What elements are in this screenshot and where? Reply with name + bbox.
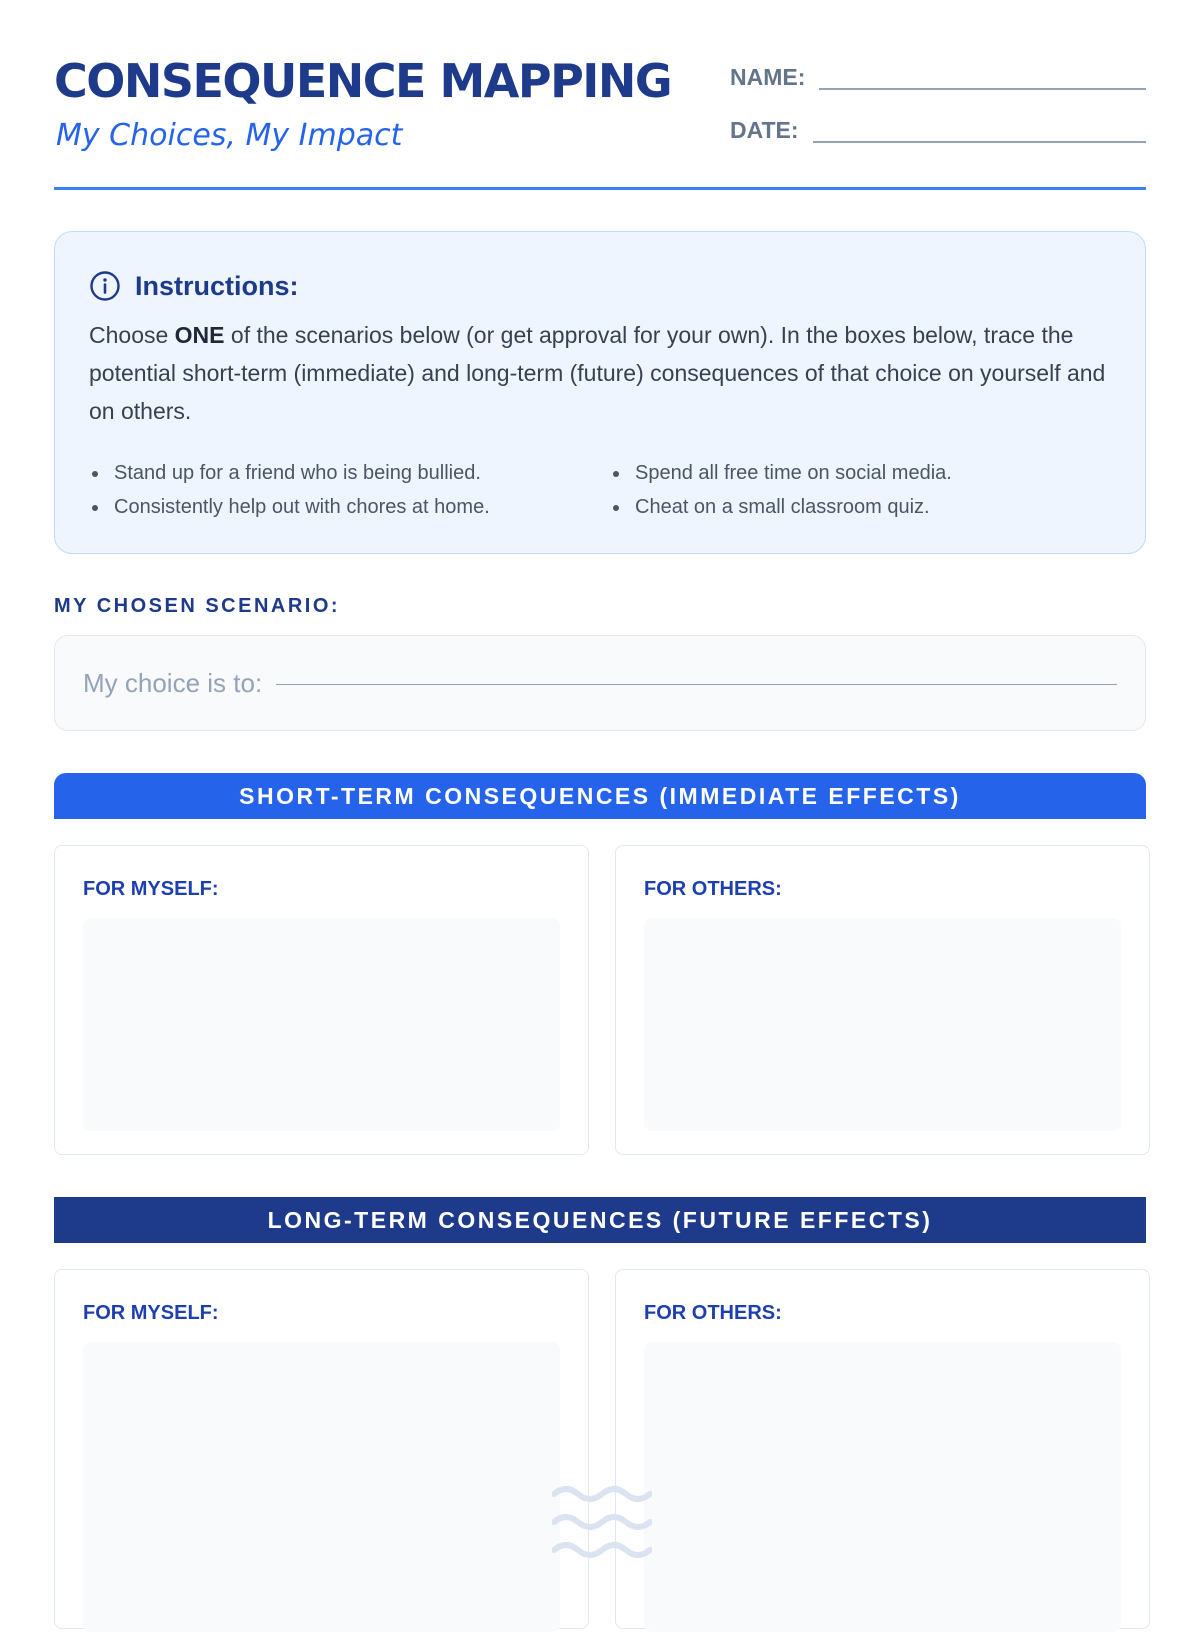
long-term-heading: LONG-TERM CONSEQUENCES (FUTURE EFFECTS) (54, 1197, 1146, 1243)
page-subtitle: My Choices, My Impact (56, 118, 403, 153)
choice-prompt: My choice is to: (83, 667, 263, 698)
long-term-myself-label: FOR MYSELF: (83, 1302, 219, 1324)
date-row (730, 111, 1146, 143)
name-label: NAME: (730, 64, 806, 90)
long-term-others-answer-area[interactable] (644, 1342, 1121, 1632)
short-term-myself-card (54, 845, 589, 1155)
instructions-text-rest: of the scenarios below (or get approval for your own). In the boxes below, trace the potential short-term (immediate) and long-term (future) consequences of that choice on yourself and on others. (89, 322, 1106, 424)
instructions-text-start: Choose (89, 322, 175, 348)
scenario-list (89, 460, 1111, 521)
short-term-heading: SHORT-TERM CONSEQUENCES (IMMEDIATE EFFECTS) (54, 773, 1146, 819)
waves-watermark-icon (552, 1484, 652, 1560)
short-term-others-label: FOR OTHERS: (644, 878, 782, 900)
instructions-panel (54, 231, 1146, 554)
choice-field[interactable] (276, 684, 1117, 685)
long-term-myself-answer-area[interactable] (83, 1342, 560, 1632)
scenario-item: Stand up for a friend who is being bullied. (89, 460, 590, 487)
short-term-myself-answer-area[interactable] (83, 918, 560, 1131)
scenario-item: Spend all free time on social media. (610, 460, 1111, 487)
long-term-others-card (615, 1269, 1150, 1629)
scenario-item: Consistently help out with chores at home. (89, 494, 590, 521)
page-title: CONSEQUENCE MAPPING (54, 54, 672, 108)
long-term-myself-card (54, 1269, 589, 1629)
worksheet-header (54, 0, 1146, 190)
name-row (730, 58, 1146, 90)
short-term-others-answer-area[interactable] (644, 918, 1121, 1131)
short-term-others-card (615, 845, 1150, 1155)
chosen-scenario-label: MY CHOSEN SCENARIO: (54, 595, 341, 617)
info-icon (89, 270, 121, 302)
date-label: DATE: (730, 117, 799, 143)
instructions-header (89, 266, 1111, 306)
long-term-others-label: FOR OTHERS: (644, 1302, 782, 1324)
choice-box (54, 635, 1146, 731)
instructions-title: Instructions: (135, 270, 299, 301)
instructions-text-emphasis: ONE (174, 322, 225, 348)
instructions-text (89, 316, 1111, 430)
short-term-myself-label: FOR MYSELF: (83, 878, 219, 900)
date-field[interactable] (813, 113, 1146, 143)
scenario-item: Cheat on a small classroom quiz. (610, 494, 1111, 521)
name-field[interactable] (819, 60, 1146, 90)
